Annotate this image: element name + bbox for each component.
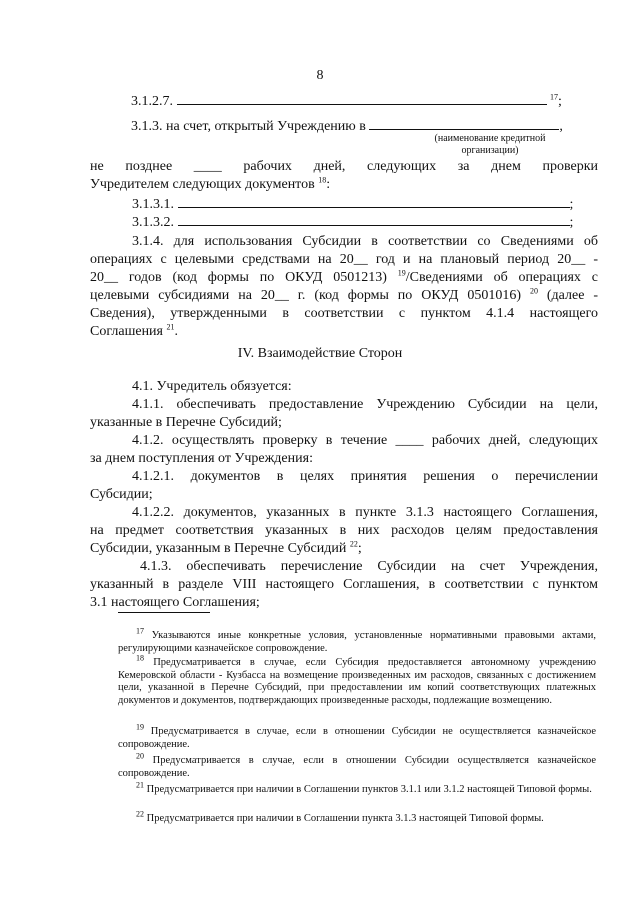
- section-heading: IV. Взаимодействие Сторон: [237, 346, 403, 361]
- line-text: целевыми субсидиями на 20__ г. (код формы по ОКУД 0501016): [90, 288, 522, 303]
- line-text: (далее -: [546, 288, 599, 303]
- punct: ;: [558, 94, 562, 109]
- footnote-ref-22: 22: [349, 539, 358, 549]
- footnote-ref-20: 20: [529, 286, 538, 296]
- line-text: Субсидии, указанным в Перечне Субсидий: [90, 541, 347, 556]
- section-line-5: за днем поступления от Учреждения:: [90, 451, 313, 466]
- footnote-text: Предусматривается в случае, если в отношении Субсидии не осуществляется казначейское сопровождение.: [118, 726, 597, 750]
- section-line-10: [90, 540, 362, 558]
- line-text: 20__ годов (код формы по ОКУД 0501213): [90, 270, 387, 285]
- text-line-10: [90, 287, 598, 305]
- text-line-12: [90, 323, 178, 341]
- footnote-ref-17: 17: [550, 92, 558, 102]
- punct: ;: [569, 215, 574, 230]
- footnote-22: [118, 809, 596, 826]
- section-line-11: 4.1.3. обеспечивать перечисление Субсидии на счет Учреждения,: [140, 559, 598, 574]
- bank-caption-1: (наименование кредитной: [434, 133, 546, 144]
- line-text: /Сведениями об операциях с: [405, 270, 598, 285]
- section-line-2: 4.1.1. обеспечивать предоставление Учреждению Субсидии на цели,: [132, 397, 598, 412]
- footnote-number: 18: [136, 653, 144, 663]
- footnote-text: Предусматривается в случае, если Субсидия предоставляется автономному учреждению Кемеровской области - Кузбасса на возмещение произведенных им расходов, связанных с достижением цели, указанной в Перечне Субсидий, при предоставлении им копий соответствующих платежных документов и документов, подтверждающих произведенные расходы, подлежащие возмещению.: [118, 657, 596, 706]
- clause-3-1-3-1: [132, 195, 573, 214]
- text-line-9: [90, 269, 598, 287]
- footnote-number: 19: [136, 722, 144, 732]
- blank-line: [177, 92, 547, 105]
- footnote-21: [118, 780, 596, 797]
- footnote-17: [118, 626, 596, 655]
- clause-3-1-3-2: [132, 213, 573, 232]
- bank-caption-2: организации): [461, 145, 519, 156]
- footnote-text: Предусматривается в случае, если в отношении Субсидии осуществляется казначейское сопровождение.: [118, 755, 597, 779]
- blank-line: [178, 195, 570, 208]
- text-line-7: 3.1.4. для использования Субсидии в соответствии со Сведениями об: [132, 234, 598, 249]
- section-line-13: 3.1 настоящего Соглашения;: [90, 595, 260, 610]
- section-line-3: указанные в Перечне Субсидий;: [90, 415, 282, 430]
- footnote-20: [118, 751, 597, 780]
- section-line-1: 4.1. Учредитель обязуется:: [132, 379, 292, 394]
- bank-blank-line: [369, 117, 559, 130]
- footnote-ref-18: 18: [318, 175, 327, 185]
- footnote-number: 22: [136, 809, 144, 819]
- section-line-6: 4.1.2.1. документов в целях принятия решения о перечислении: [132, 469, 598, 484]
- punct: ;: [357, 541, 362, 556]
- footnote-18: [118, 653, 596, 707]
- clause-3-1-2-7: [131, 92, 562, 111]
- section-line-12: указанный в разделе VIII настоящего Соглашения, в соответствии с пунктом: [90, 577, 598, 592]
- clause-label: 3.1.3.2.: [132, 215, 174, 230]
- footnote-text: Предусматривается при наличии в Соглашении пункта 3.1.3 настоящей Типовой формы.: [146, 813, 544, 824]
- line-text: Соглашения: [90, 324, 163, 339]
- footnote-ref-19: 19: [397, 268, 406, 278]
- text-line-8: операциях с целевыми средствами на 20__ год и на плановый период 20__ -: [90, 252, 598, 267]
- section-line-8: 4.1.2.2. документов, указанных в пункте 3.1.3 настоящего Соглашения,: [132, 505, 598, 520]
- text-line-3: не позднее ____ рабочих дней, следующих за днем проверки: [90, 159, 598, 174]
- footnote-number: 17: [136, 626, 144, 636]
- footnote-text: Указываются иные конкретные условия, установленные нормативными правовыми актами, регулирующими казначейское сопровождение.: [118, 630, 596, 654]
- punct: :: [326, 177, 331, 192]
- footnote-19: [118, 722, 597, 751]
- line-text: Учредителем следующих документов: [90, 177, 315, 192]
- footnote-number: 21: [136, 780, 144, 790]
- punct: ;: [569, 197, 574, 212]
- punct: .: [174, 324, 178, 339]
- section-line-7: Субсидии;: [90, 487, 153, 502]
- text-line-4: [90, 176, 330, 194]
- punct: ,: [559, 119, 563, 134]
- clause-text: 3.1.3. на счет, открытый Учреждению в: [131, 119, 366, 134]
- footnote-ref-21: 21: [166, 322, 175, 332]
- blank-line: [178, 213, 570, 226]
- footnote-divider: [118, 612, 210, 613]
- clause-label: 3.1.3.1.: [132, 197, 174, 212]
- section-line-4: 4.1.2. осуществлять проверку в течение ____ рабочих дней, следующих: [132, 433, 598, 448]
- text-line-11: Сведения), утвержденными в соответствии с пунктом 4.1.4 настоящего: [90, 306, 598, 321]
- footnote-number: 20: [136, 751, 144, 761]
- clause-label: 3.1.2.7.: [131, 94, 173, 109]
- footnote-text: Предусматривается при наличии в Соглашении пунктов 3.1.1 или 3.1.2 настоящей Типовой формы.: [146, 784, 592, 795]
- section-line-9: на предмет соответствия указанных в них расходов целям предоставления: [90, 523, 598, 538]
- page-number: 8: [316, 68, 324, 83]
